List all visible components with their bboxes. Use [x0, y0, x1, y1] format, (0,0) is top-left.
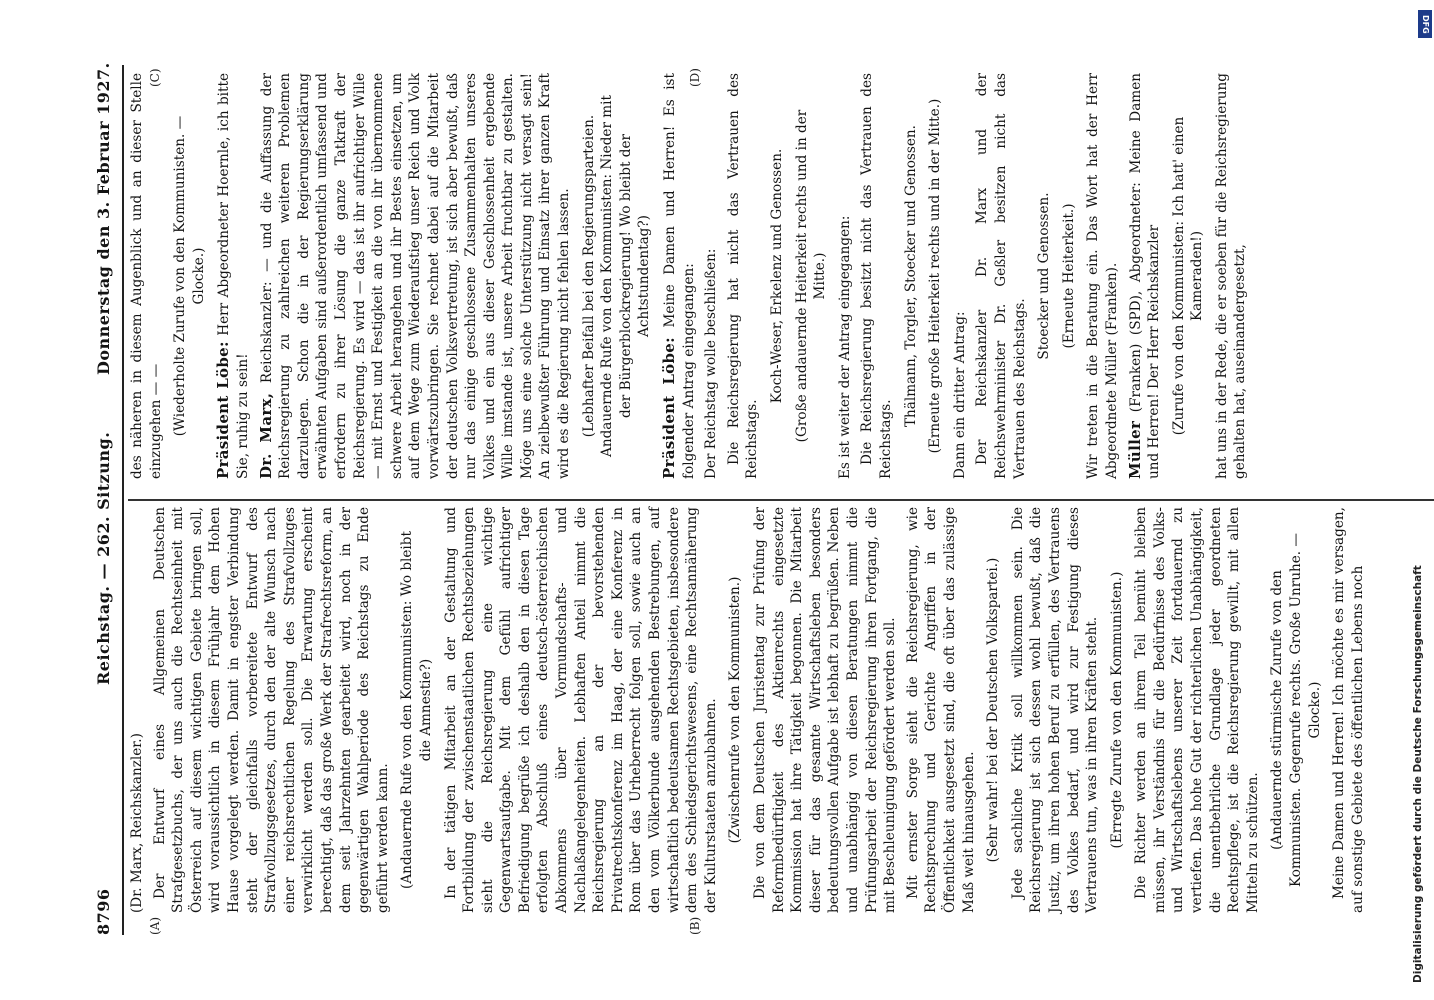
speaker-name: Präsident Löbe: — [660, 337, 679, 479]
session-title: Reichstag. — 262. Sitzung. — [94, 431, 113, 685]
paragraph: Es ist weiter der Antrag eingegangen: — [836, 215, 853, 479]
speaker-paragraph — [660, 73, 698, 479]
interjection: (Erneute große Heiterkeit rechts und in der Mitte.) — [927, 98, 944, 454]
session-date: Donnerstag den 3. Februar 1927. — [94, 62, 113, 375]
page-number: 8796 — [94, 888, 113, 935]
paragraph: Die Reichsregierung besitzt nicht das Vertrauen des Reichstags. — [859, 73, 894, 479]
interjection: (Zurufe von den Kommunisten: Ich hatt' einen Kameraden!) — [1170, 116, 1206, 436]
paragraph: Der Reichskanzler Dr. Marx und der Reichswehrminister Dr. Geßler besitzen nicht das Vertrauen des Reichstags. — [974, 73, 1028, 479]
speaker-continuation: (Dr. Marx, Reichskanzler.) — [129, 733, 145, 913]
paragraph: In der tätigen Mitarbeit an der Gestaltung und Fortbildung der zwischenstaatlichen Rechtsbeziehungen sieht die Reichsregierung eine wichtige Gegenwartsaufgabe. Mit dem Gefühl aufrichtiger Befriedigung begrüße ich deshalb den in diesen Tage erfolgten Abschluß eines deutsch-österreichischen Abkommens über Vormundschafts- und Nachlaßangelegenheiten. Lebhaften Anteil nimmt die Reichsregierung an der bevorstehenden Privatrechtskonferenz im Haag, der eine Konferenz in Rom über das Urheberrecht folgen soll, sowie auch an den vom Völkerbunde ausgehenden Bestrebungen, auf wirtschaftlich bedeutsamen Rechtsgebieten, insbesondere dem des Schiedsgerichtswesens, eine Rechtsannäherung der Kulturstaaten anzubahnen. — [442, 507, 719, 913]
interjection: Stoecker und Genossen. — [1036, 192, 1053, 360]
paragraph: Der Reichstag wolle beschließen: — [703, 248, 720, 479]
interjection: (Erregte Zurufe von den Kommunisten.) — [1108, 571, 1125, 849]
speaker-text: (Franken) (SPD), Abgeordneter: Meine Damen und Herren! Der Herr Reichskanzler — [1127, 73, 1163, 479]
paragraph: Die von dem Deutschen Juristentag zur Prüfung der Reformbedürftigkeit des Aktienrechts eingesetzte Kommission hat ihre Tätigkeit begonnen. Die Mitarbeit dieser für das gesamte Wirtschaftsleben besonders bedeutungsvollen Aufgabe ist lebhaft zu begrüßen. Neben und unabhängig von diesen Beratungen nimmt die Prüfungsarbeit der Reichsregierung ihren Fortgang, die mit Beschleunigung gefördert werden soll. — [752, 507, 899, 913]
interjection: (Sehr wahr! bei der Deutschen Volkspartei.) — [985, 557, 1002, 863]
paragraph: Jede sachliche Kritik soll willkommen sein. Die Reichsregierung ist sich dessen wohl bewußt, daß die Justiz, um ihren hohen Beruf zu erfüllen, des Vertrauens des Volkes bedarf, und wird zur Festigung dieses Vertrauens tun, was in ihren Kräften steht. — [1009, 507, 1101, 913]
header-rule — [122, 65, 124, 935]
newspaper-page — [88, 62, 1434, 935]
speaker-paragraph — [214, 73, 252, 479]
speaker-name: Müller — [1125, 420, 1144, 479]
interjection: (Erneute Heiterkeit.) — [1060, 203, 1077, 349]
column-divider — [128, 500, 1434, 502]
dfg-logo: DFG — [1418, 10, 1432, 38]
interjection: (Große andauernde Heiterkeit rechts und in der Mitte.) — [793, 109, 829, 443]
interjection: (Andauernde Rufe von den Kommunisten: Wo bleibt die Amnestie?) — [399, 531, 434, 889]
digitization-note-text: Digitalisierung gefördert durch die Deutsche Forschungsgemeinschaft — [1412, 565, 1424, 983]
speaker-paragraph — [257, 73, 574, 479]
speaker-paragraph — [1126, 73, 1164, 479]
margin-mark-b: (B) — [688, 916, 702, 935]
speaker-name: Dr. Marx, — [256, 392, 275, 479]
paragraph: Der Entwurf eines Allgemeinen Deutschen Strafgesetzbuchs, der uns auch die Rechtseinheit mit Österreich auf diesem wichtigen Gebiete bringen soll, wird voraussichtlich in diesem Frühjahr dem Hohen Hause vorgelegt werden. Damit in engster Verbindung steht der gleichfalls vorbereitete Entwurf des Strafvollzugsgesetzes, durch den der alte Wunsch nach einer reichsrechtlichen Regelung des Strafvollzuges verwirklicht werden soll. Die Erwartung erscheint berechtigt, daß das große Werk der Strafrechtsreform, an dem seit Jahrzehnten gearbeitet wird, noch in der gegenwärtigen Wahlperiode des Reichstags zu Ende geführt werden kann. — [151, 507, 391, 913]
paragraph: hat uns in der Rede, die er soeben für die Reichsregierung gehalten hat, auseinandergesetzt, — [1213, 73, 1249, 479]
paragraph: Meine Damen und Herren! Ich möchte es mir versagen, auf sonstige Gebiete des öffentlichen Lebens noch — [1331, 507, 1366, 913]
paragraph: Dann ein dritter Antrag: — [951, 311, 968, 479]
speaker-name: Präsident Löbe: — [214, 341, 233, 479]
interjection: Thälmann, Torgler, Stoecker und Genossen. — [902, 124, 919, 428]
paragraph: Mit ernster Sorge sieht die Reichsregierung, wie Rechtsprechung und Gerichte Angriffen in der Öffentlichkeit ausgesetzt sind, die oft über das zulässige Maß weit hinausgehen. — [904, 507, 977, 913]
interjection: Koch-Weser, Erkelenz und Genossen. — [769, 148, 785, 404]
interjection: (Lebhafter Beifall bei den Regierungsparteien. Andauernde Rufe von den Kommunisten: Nieder mit der Bürgerblockregierung! Wo bleibt der Achtstundentag?) — [580, 95, 653, 457]
margin-mark-d: (D) — [688, 68, 702, 87]
text-column-left — [128, 507, 1371, 913]
interjection: (Zwischenrufe von den Kommunisten.) — [727, 576, 744, 844]
digitization-note — [1412, 8, 1428, 988]
paragraph: Wir treten in die Beratung ein. Das Wort hat der Herr Abgeordnete Müller (Franken). — [1085, 73, 1120, 479]
text-column-right — [128, 73, 1254, 479]
page-header — [88, 62, 124, 935]
paragraph: Die Richter werden an ihrem Teil bemüht bleiben müssen, ihr Verständnis für die Bedürfnisse des Volks- und Wirtschaftslebens unserer Zeit fortdauernd zu vertiefen. Das hohe Gut der richterlichen Unabhängigkeit, die unentbehrliche Grundlage jeder geordneten Rechtspflege, ist die Reichsregierung gewillt, mit allen Mitteln zu schützen. — [1133, 507, 1261, 913]
margin-mark-a: (A) — [148, 916, 162, 935]
speaker-text: Reichskanzler: — und die Auffassung der Reichsregierung zu zahlreichen weiteren Problemen darzulegen. Schon die in der Regierungserklärung erwähnten Aufgaben sind außerordentlich umfassend und erfordern zu ihrer Lösung die ganze Tatkraft der Reichsregierung. Es wird — das ist ihr aufrichtiger Wille — mit Ernst und Festigkeit an die von ihr übernommene schwere Arbeit herangehen und ihr Bestes einsetzen, um auf dem Wege zum Wiederaufstieg unser Reich und Volk vorwärtszubringen. Sie rechnet dabei auf die Mitarbeit der deutschen Volksvertretung, ist sich aber bewußt, daß nur das einige geschlossene Zusammenhalten unseres Volkes und ein aus dieser Geschlossenheit ergebende Wille imstande ist, unsere Arbeit fruchtbar zu gestalten. Möge uns eine solche Unterstützung nicht versagt sein! An zielbewußter Führung und Einsatz ihrer ganzen Kraft wird es die Regierung nicht fehlen lassen. — [258, 73, 573, 479]
margin-mark-c: (C) — [148, 68, 162, 87]
paragraph: des näheren in diesem Augenblick und an dieser Stelle einzugehen — — — [129, 73, 164, 479]
interjection: (Andauernde stürmische Zurufe von den Kommunisten. Gegenrufe rechts. Große Unruhe. — Glocke.) — [1269, 532, 1323, 888]
interjection: (Wiederholte Zurufe von den Kommunisten. — Glocke.) — [172, 115, 207, 437]
speaker-text: Meine Damen und Herren! Es ist folgender Antrag eingegangen: — [662, 73, 697, 479]
paragraph: Die Reichsregierung hat nicht das Vertrauen des Reichstags. — [725, 73, 761, 479]
speaker-text: Herr Abgeordneter Hoernle, ich bitte Sie, ruhig zu sein! — [216, 73, 251, 479]
